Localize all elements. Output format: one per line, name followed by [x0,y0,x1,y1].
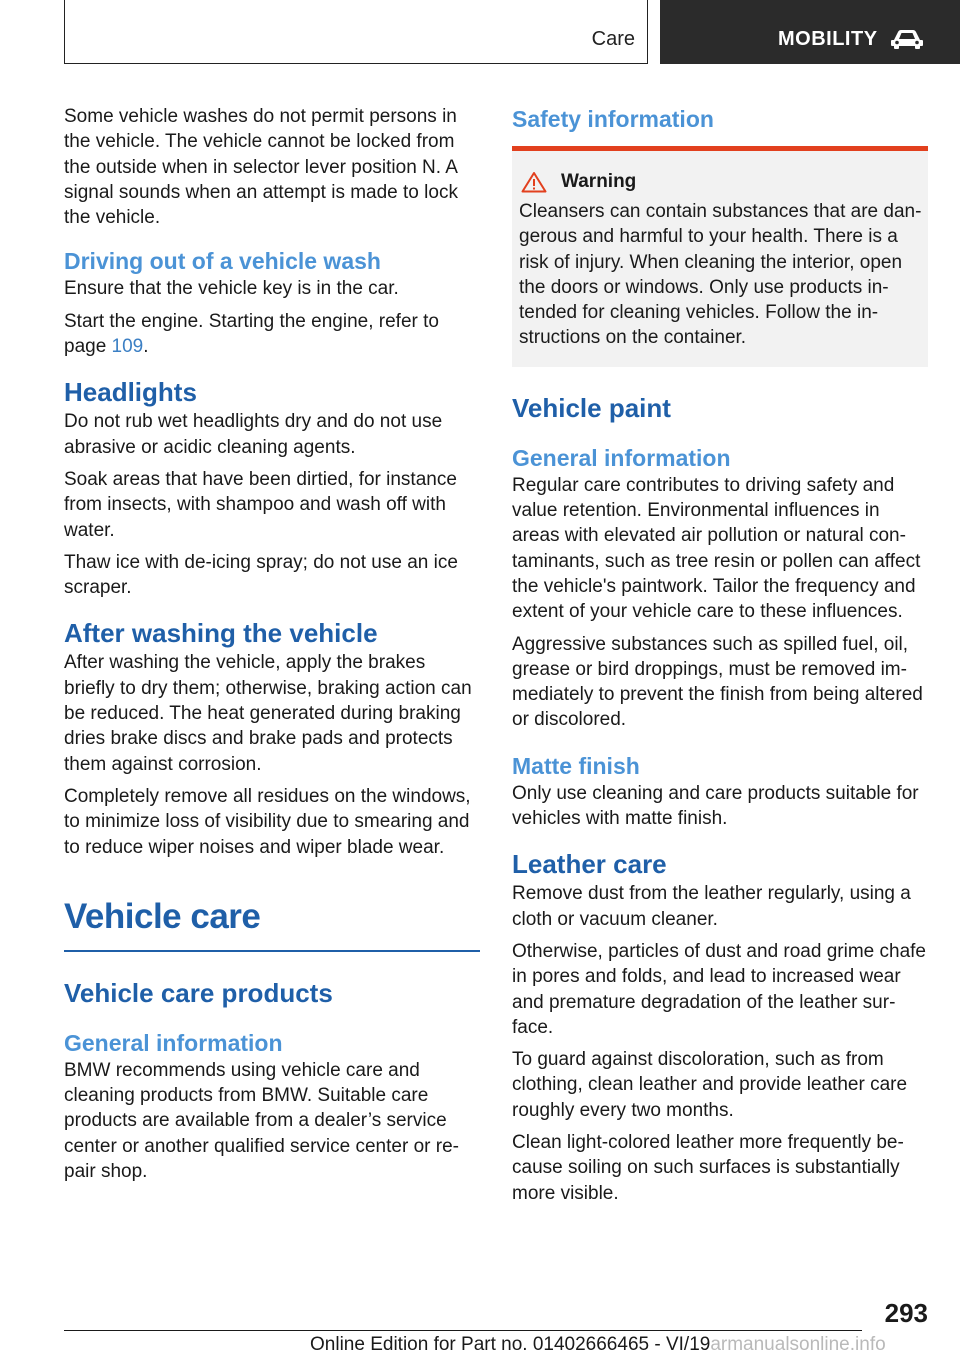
after-washing-paragraph-2: Completely remove all residues on the windows, to minimize loss of visibility due to smearing and to reduce wiper noises and wiper blade wear. [64,785,471,858]
vehicle-care-products-heading: Vehicle care products [64,977,333,1008]
footer-edition: Online Edition for Part no. 01402666465 - VI/19 [310,1334,711,1355]
header-section-box [64,0,648,64]
safety-info-heading: Safety information [512,106,714,132]
vehicle-paint-heading: Vehicle paint [512,392,671,423]
page-109-link[interactable]: 109 [111,336,144,358]
leather-care-paragraph-3: To guard against discoloration, such as from clothing, clean leather and provide leather care roughly every two months. [512,1049,908,1121]
car-icon [890,28,924,50]
footer-rule [64,1330,862,1331]
warning-text: Cleansers can contain substances that are dan‐ gerous and harmful to your health. There is a risk of injury. When cleaning the interior, open the doors or windows. Only use products in‐ tended for cleaning vehicles. Follow the in‐ structions on the container. [519,201,922,349]
headlights-paragraph-2: Soak areas that have been dirtied, for instance from insects, with shampoo and wash off with water. [64,468,457,541]
header-chapter-tab [660,0,960,64]
vehicle-paint-paragraph-2: Aggressive substances such as spilled fuel, oil, grease or bird droppings, must be removed im‐ mediately to prevent the finish from being altered or discolored. [512,633,923,731]
headlights-heading: Headlights [64,377,197,408]
warning-box [512,146,928,367]
driving-out-heading: Driving out of a vehicle wash [64,248,381,275]
leather-care-paragraph-2: Otherwise, particles of dust and road grime chafe in pores and folds, and lead to increased wear and premature degradation of the leather sur‐ face. [512,940,926,1038]
warning-label: Warning [561,171,637,192]
headlights-paragraph-1: Do not rub wet headlights dry and do not use abrasive or acidic cleaning agents. [64,411,443,458]
vehicle-care-paragraph-1: BMW recommends using vehicle care and cleaning products from BMW. Suitable care products are available from a dealer’s service center or another qualified service center or re‐ pair shop. [64,1059,459,1183]
right-column [512,104,928,1213]
driving-out-paragraph-2-text: Start the engine. Starting the engine, refer to page [64,310,439,358]
driving-out-paragraph-2-end: . [143,336,149,358]
leather-care-heading: Leather care [512,849,667,880]
footer-watermark: armanualsonline.info [710,1334,886,1355]
after-washing-heading: After washing the vehicle [64,618,378,649]
general-info-heading-right: General information [512,444,731,471]
warning-header [519,171,922,193]
footer-edition-line [310,1334,886,1356]
driving-out-paragraph-2 [64,309,478,360]
general-info-heading-left: General information [64,1029,283,1056]
matte-finish-heading: Matte finish [512,752,640,779]
warning-triangle-icon [521,171,547,193]
headlights-paragraph-3: Thaw ice with de-icing spray; do not use an ice scraper. [64,551,458,599]
header-section-title: Care [591,28,635,50]
vehicle-care-rule [64,950,480,952]
leather-care-paragraph-4: Clean light-colored leather more frequently be‐ cause soiling on such surfaces is substantially more visible. [512,1132,904,1204]
intro-paragraph: Some vehicle washes do not permit persons in the vehicle. The vehicle cannot be locked from the outside when in selector lever position N. A signal sounds when an attempt is made to lock the vehicle. [64,106,458,229]
driving-out-paragraph-1: Ensure that the vehicle key is in the car. [64,278,399,300]
leather-care-paragraph-1: Remove dust from the leather regularly, using a cloth or vacuum cleaner. [512,883,911,930]
page-number: 293 [884,1298,928,1328]
matte-finish-paragraph: Only use cleaning and care products suitable for vehicles with matte finish. [512,782,919,830]
left-column [64,104,478,1191]
vehicle-paint-paragraph-1: Regular care contributes to driving safety and value retention. Environmental influences in areas with elevated air pollution or natural con‐ taminants, such as tree resin or pollen can affect the vehicle's paintwork. Tailor the frequency and extent of your vehicle care to these influences. [512,474,921,623]
vehicle-care-heading: Vehicle care [64,896,261,936]
header-chapter-label: MOBILITY [778,28,878,50]
after-washing-paragraph-1: After washing the vehicle, apply the brakes briefly to dry them; otherwise, braking action can be reduced. The heat generated during braking dries brake discs and brake pads and protects them against corrosion. [64,652,472,775]
